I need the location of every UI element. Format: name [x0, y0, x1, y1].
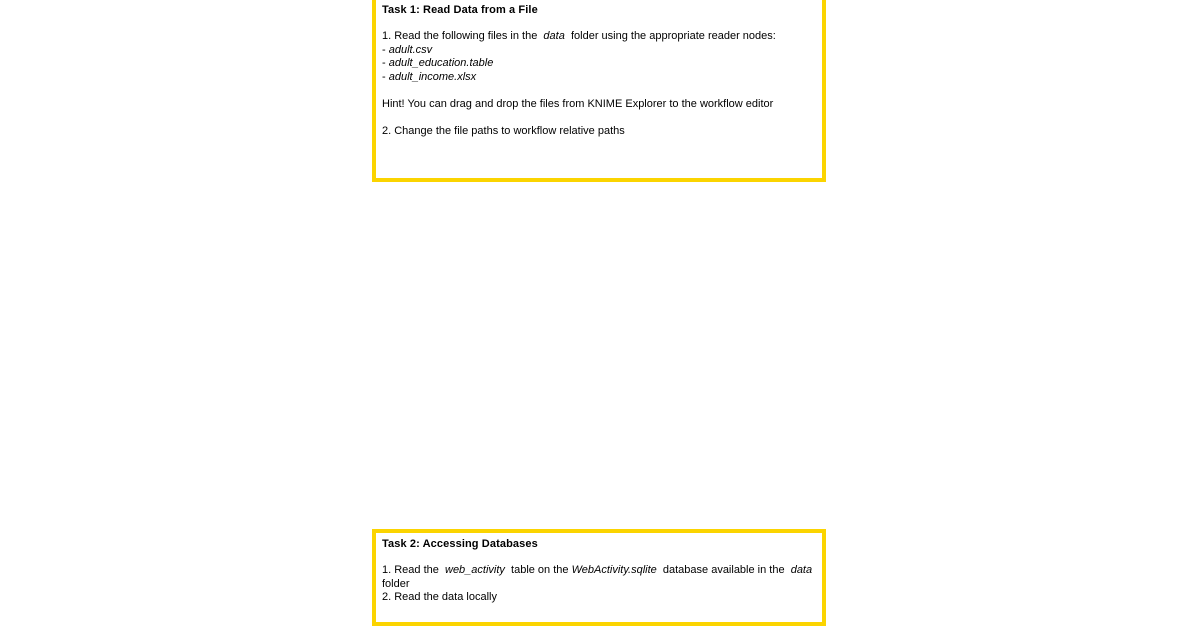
plain-text: database available in the — [656, 564, 788, 576]
plain-text: - — [382, 57, 389, 70]
emphasis-text: adult_education.table — [388, 57, 494, 70]
emphasis-text: adult_income.xlsx — [388, 70, 477, 83]
plain-text: folder using the appropriate reader nodes: — [567, 30, 776, 42]
annotation-text-line — [382, 591, 817, 605]
plain-text: 2. Change the file paths to workflow relative paths — [382, 124, 625, 137]
annotation-text-line — [382, 564, 817, 578]
emphasis-text: data — [540, 30, 568, 42]
plain-text: folder — [382, 577, 410, 590]
annotation-body-task-1 — [382, 30, 817, 139]
emphasis-text: adult.csv — [388, 43, 433, 56]
plain-text: - — [382, 70, 389, 83]
plain-text: 1. Read the — [382, 564, 442, 576]
emphasis-text: data — [787, 564, 813, 576]
annotation-title-task-1: Task 1: Read Data from a File — [382, 4, 538, 16]
plain-text: 2. Read the data locally — [382, 591, 497, 604]
annotation-text-line — [382, 578, 817, 592]
annotation-text-line — [382, 44, 817, 58]
annotation-text-line — [382, 98, 817, 112]
title-spacer — [382, 551, 817, 564]
plain-text: 1. Read the following files in the — [382, 30, 541, 42]
emphasis-text: web_activity — [441, 564, 508, 576]
annotation-text-line — [382, 71, 817, 85]
plain-text: Hint! You can drag and drop the files from KNIME Explorer to the workflow editor — [382, 97, 774, 110]
annotation-text-line — [382, 57, 817, 71]
annotation-text-line — [382, 111, 817, 125]
annotation-text-line — [382, 125, 817, 139]
title-spacer — [382, 17, 817, 30]
annotation-text-line — [382, 30, 817, 44]
annotation-body-task-2 — [382, 564, 817, 605]
plain-text: - — [382, 43, 389, 56]
annotation-title-task-2: Task 2: Accessing Databases — [382, 538, 538, 550]
plain-text: table on the — [507, 564, 572, 576]
annotation-text-line — [382, 84, 817, 98]
emphasis-text: WebActivity.sqlite — [571, 564, 657, 576]
annotation-box-task-2[interactable] — [372, 529, 826, 626]
annotation-box-task-1[interactable] — [372, 0, 826, 182]
